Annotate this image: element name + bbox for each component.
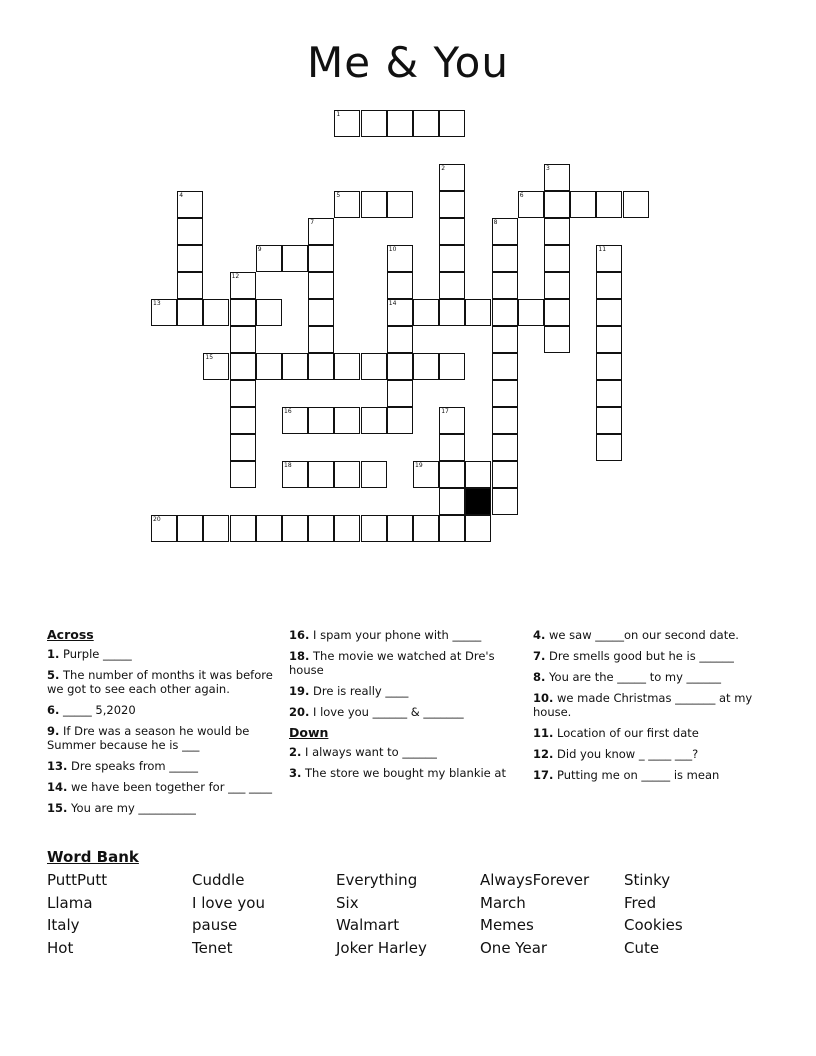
- word-bank-word: Walmart: [336, 916, 400, 934]
- word-bank-column: [47, 869, 107, 959]
- word-bank-column: [480, 869, 589, 959]
- clue-number: 17.: [533, 768, 554, 782]
- clue-number: 20: [153, 516, 161, 523]
- crossword-cell[interactable]: [492, 407, 518, 434]
- word-bank-word: Hot: [47, 938, 74, 957]
- clue-number: 19.: [289, 684, 310, 698]
- crossword-cell[interactable]: [518, 299, 544, 326]
- word-bank-word: One Year: [480, 938, 548, 957]
- crossword-cell[interactable]: [177, 299, 203, 326]
- crossword-cell[interactable]: [256, 299, 282, 326]
- word-bank-word: Joker Harley: [336, 938, 427, 957]
- crossword-cell[interactable]: [413, 110, 439, 137]
- clue-number: 7: [310, 219, 315, 226]
- crossword-cell[interactable]: [308, 461, 334, 488]
- clue-number: 4.: [533, 628, 546, 642]
- clue-text: Purple _____: [63, 647, 132, 661]
- clue-number: 11.: [533, 726, 554, 740]
- crossword-cell[interactable]: [308, 353, 334, 380]
- crossword-cell[interactable]: [492, 353, 518, 380]
- clue-text: Dre speaks from _____: [71, 759, 198, 773]
- crossword-cell[interactable]: [308, 245, 334, 272]
- across-heading: Across: [47, 627, 94, 642]
- crossword-cell[interactable]: [387, 380, 413, 407]
- crossword-cell[interactable]: [230, 380, 256, 407]
- clue-text: I spam your phone with _____: [313, 628, 482, 642]
- crossword-cell[interactable]: [387, 245, 413, 272]
- crossword-cell[interactable]: [361, 191, 387, 218]
- crossword-cell[interactable]: [361, 407, 387, 434]
- clue-text: You are the _____ to my ______: [549, 670, 722, 684]
- word-bank-column: [192, 869, 265, 959]
- down-clue: [533, 649, 771, 663]
- across-clue: [47, 759, 285, 773]
- crossword-cell[interactable]: [361, 353, 387, 380]
- crossword-cell[interactable]: [230, 434, 256, 461]
- down-clue: [533, 691, 771, 719]
- across-clue: [47, 668, 285, 696]
- crossword-cell[interactable]: [282, 245, 308, 272]
- down-clue: [533, 670, 771, 684]
- crossword-cell[interactable]: [439, 164, 465, 191]
- crossword-cell[interactable]: [256, 245, 282, 272]
- clue-number: 6: [519, 192, 524, 199]
- crossword-cell[interactable]: [492, 461, 518, 488]
- word-bank-column: [336, 869, 427, 959]
- word-bank-word: March: [480, 893, 526, 912]
- clue-text: I always want to ______: [305, 745, 437, 759]
- crossword-cell[interactable]: [596, 326, 622, 353]
- crossword-cell[interactable]: [439, 218, 465, 245]
- clue-number: 14: [388, 300, 397, 307]
- clue-text: Dre is really ____: [313, 684, 409, 698]
- crossword-cell[interactable]: [387, 515, 413, 542]
- clue-text: The number of months it was before we got to see each other again.: [47, 668, 273, 696]
- crossword-cell[interactable]: [492, 245, 518, 272]
- crossword-cell[interactable]: [465, 461, 491, 488]
- crossword-cell[interactable]: [230, 272, 256, 299]
- clue-number: 8: [493, 219, 498, 226]
- word-bank-word: Stinky: [624, 871, 671, 889]
- crossword-cell[interactable]: [308, 515, 334, 542]
- crossword-cell[interactable]: [544, 299, 570, 326]
- clue-text: we made Christmas _______ at my house.: [533, 691, 753, 719]
- across-clue: [289, 649, 527, 677]
- crossword-cell[interactable]: [177, 218, 203, 245]
- clues-column-3: [533, 628, 771, 789]
- crossword-cell[interactable]: [596, 299, 622, 326]
- clue-number: 4: [179, 192, 184, 199]
- down-clue: [533, 726, 771, 740]
- crossword-cell[interactable]: [413, 299, 439, 326]
- crossword-cell[interactable]: [465, 299, 491, 326]
- crossword-cell[interactable]: [334, 110, 360, 137]
- clue-number: 3: [546, 165, 550, 172]
- clue-number: 16: [284, 408, 292, 415]
- crossword-cell[interactable]: [492, 380, 518, 407]
- clue-number: 7.: [533, 649, 546, 663]
- clue-number: 9: [257, 246, 262, 253]
- crossword-cell[interactable]: [570, 191, 596, 218]
- crossword-cell[interactable]: [230, 407, 256, 434]
- crossword-cell[interactable]: [177, 272, 203, 299]
- clue-number: 5.: [47, 668, 60, 682]
- crossword-cell[interactable]: [256, 515, 282, 542]
- clue-text: Did you know _ ____ ___?: [557, 747, 699, 761]
- crossword-cell[interactable]: [439, 434, 465, 461]
- across-clue: [289, 628, 527, 642]
- word-bank-word: Llama: [47, 893, 93, 912]
- crossword-cell[interactable]: [203, 353, 229, 380]
- clue-text: we saw _____on our second date.: [549, 628, 739, 642]
- crossword-cell[interactable]: [282, 515, 308, 542]
- crossword-cell[interactable]: [544, 218, 570, 245]
- crossword-cell[interactable]: [177, 245, 203, 272]
- crossword-cell[interactable]: [308, 272, 334, 299]
- clue-number: 11: [598, 246, 607, 253]
- clue-number: 16.: [289, 628, 310, 642]
- down-clue: [533, 768, 771, 782]
- crossword-cell[interactable]: [151, 515, 177, 542]
- clue-text: The movie we watched at Dre's house: [289, 649, 495, 677]
- crossword-cell[interactable]: [439, 353, 465, 380]
- across-clue: [47, 724, 285, 752]
- across-clue: [47, 703, 285, 717]
- word-bank-word: pause: [192, 916, 238, 934]
- clue-number: 9.: [47, 724, 60, 738]
- crossword-cell[interactable]: [596, 272, 622, 299]
- crossword-cell[interactable]: [439, 110, 465, 137]
- clue-text: If Dre was a season he would be Summer because he is ___: [47, 724, 250, 752]
- crossword-cell[interactable]: [596, 407, 622, 434]
- crossword-cell[interactable]: [492, 434, 518, 461]
- crossword-cell[interactable]: [596, 245, 622, 272]
- crossword-cell[interactable]: [361, 461, 387, 488]
- crossword-cell[interactable]: [492, 218, 518, 245]
- clue-number: 15: [205, 354, 214, 361]
- clue-number: 15.: [47, 801, 68, 815]
- word-bank-word: Italy: [47, 916, 80, 934]
- down-clue: [289, 766, 527, 780]
- clue-text: The store we bought my blankie at: [305, 766, 506, 780]
- clues-column-1: [47, 628, 285, 822]
- crossword-cell[interactable]: [282, 461, 308, 488]
- down-clue: [533, 747, 771, 761]
- crossword-grid: [151, 110, 681, 550]
- clue-number: 6.: [47, 703, 60, 717]
- crossword-cell[interactable]: [596, 434, 622, 461]
- crossword-cell[interactable]: [439, 191, 465, 218]
- word-bank-word: AlwaysForever: [480, 871, 590, 889]
- crossword-cell[interactable]: [230, 515, 256, 542]
- crossword-black-cell: [465, 488, 491, 515]
- crossword-cell[interactable]: [439, 488, 465, 515]
- clue-text: Location of our first date: [557, 726, 699, 740]
- clue-number: 12: [231, 273, 240, 280]
- word-bank-word: Cute: [624, 938, 660, 957]
- across-clue: [47, 647, 285, 661]
- clue-text: _____ 5,2020: [63, 703, 136, 717]
- crossword-cell[interactable]: [544, 245, 570, 272]
- clue-number: 2.: [289, 745, 302, 759]
- word-bank-word: Memes: [480, 916, 534, 934]
- crossword-cell[interactable]: [361, 110, 387, 137]
- crossword-cell[interactable]: [387, 299, 413, 326]
- crossword-cell[interactable]: [492, 272, 518, 299]
- crossword-cell[interactable]: [308, 218, 334, 245]
- down-clue: [533, 628, 771, 642]
- across-clue: [289, 684, 527, 698]
- crossword-cell[interactable]: [334, 407, 360, 434]
- crossword-cell[interactable]: [230, 461, 256, 488]
- crossword-cell[interactable]: [387, 110, 413, 137]
- crossword-cell[interactable]: [465, 515, 491, 542]
- word-bank-word: Cuddle: [192, 871, 245, 889]
- crossword-cell[interactable]: [518, 191, 544, 218]
- clue-number: 5: [336, 192, 341, 199]
- clue-number: 10: [388, 246, 397, 253]
- crossword-cell[interactable]: [308, 407, 334, 434]
- word-bank-word: I love you: [192, 893, 265, 912]
- crossword-cell[interactable]: [387, 191, 413, 218]
- crossword-cell[interactable]: [334, 515, 360, 542]
- across-clue: [47, 780, 285, 794]
- crossword-cell[interactable]: [334, 353, 360, 380]
- crossword-cell[interactable]: [387, 353, 413, 380]
- crossword-cell[interactable]: [361, 515, 387, 542]
- crossword-cell[interactable]: [492, 326, 518, 353]
- crossword-cell[interactable]: [387, 407, 413, 434]
- crossword-cell[interactable]: [282, 353, 308, 380]
- crossword-cell[interactable]: [387, 272, 413, 299]
- clue-number: 10.: [533, 691, 554, 705]
- crossword-cell[interactable]: [203, 515, 229, 542]
- word-bank-word: Tenet: [192, 938, 233, 957]
- clue-number: 19: [415, 462, 423, 469]
- clue-number: 14.: [47, 780, 68, 794]
- clue-number: 2: [441, 165, 446, 172]
- clues-column-2: [289, 628, 527, 787]
- crossword-cell[interactable]: [230, 299, 256, 326]
- crossword-cell[interactable]: [387, 326, 413, 353]
- crossword-cell[interactable]: [596, 380, 622, 407]
- clue-number: 20.: [289, 705, 310, 719]
- clue-number: 18: [284, 462, 292, 469]
- crossword-cell[interactable]: [203, 299, 229, 326]
- crossword-cell[interactable]: [439, 272, 465, 299]
- word-bank-word: Everything: [336, 871, 418, 889]
- word-bank-title: Word Bank: [47, 848, 139, 866]
- crossword-cell[interactable]: [544, 164, 570, 191]
- crossword-cell[interactable]: [596, 353, 622, 380]
- crossword-cell[interactable]: [544, 191, 570, 218]
- clue-number: 18.: [289, 649, 310, 663]
- down-heading: Down: [289, 725, 329, 740]
- crossword-cell[interactable]: [439, 245, 465, 272]
- word-bank-word: Six: [336, 893, 359, 912]
- clue-number: 12.: [533, 747, 554, 761]
- clue-number: 13: [153, 300, 161, 307]
- across-clue: [47, 801, 285, 815]
- clue-text: Dre smells good but he is ______: [549, 649, 734, 663]
- crossword-cell[interactable]: [439, 407, 465, 434]
- page-title: Me & You: [307, 38, 509, 87]
- crossword-cell[interactable]: [308, 299, 334, 326]
- clue-number: 13.: [47, 759, 68, 773]
- crossword-cell[interactable]: [439, 515, 465, 542]
- crossword-cell[interactable]: [334, 191, 360, 218]
- clue-text: we have been together for ___ ____: [71, 780, 272, 794]
- crossword-cell[interactable]: [177, 191, 203, 218]
- crossword-cell[interactable]: [256, 353, 282, 380]
- crossword-cell[interactable]: [439, 299, 465, 326]
- word-bank-word: PuttPutt: [47, 871, 108, 889]
- crossword-cell[interactable]: [492, 488, 518, 515]
- crossword-cell[interactable]: [544, 272, 570, 299]
- clue-text: You are my __________: [71, 801, 196, 815]
- clue-number: 1.: [47, 647, 60, 661]
- crossword-cell[interactable]: [177, 515, 203, 542]
- crossword-cell[interactable]: [544, 326, 570, 353]
- clue-text: I love you ______ & _______: [313, 705, 464, 719]
- clue-number: 1: [336, 111, 341, 118]
- crossword-cell[interactable]: [413, 353, 439, 380]
- down-clue: [289, 745, 527, 759]
- clue-number: 8.: [533, 670, 546, 684]
- clue-number: 3.: [289, 766, 302, 780]
- crossword-cell[interactable]: [413, 515, 439, 542]
- word-bank-word: Fred: [624, 893, 657, 912]
- crossword-cell[interactable]: [230, 353, 256, 380]
- crossword-cell[interactable]: [596, 191, 622, 218]
- word-bank-column: [624, 869, 683, 959]
- crossword-cell[interactable]: [334, 461, 360, 488]
- crossword-cell[interactable]: [230, 326, 256, 353]
- across-clue: [289, 705, 527, 719]
- word-bank-word: Cookies: [624, 916, 683, 934]
- crossword-cell[interactable]: [151, 299, 177, 326]
- clue-text: Putting me on _____ is mean: [557, 768, 720, 782]
- crossword-cell[interactable]: [282, 407, 308, 434]
- crossword-cell[interactable]: [492, 299, 518, 326]
- clue-number: 17: [441, 408, 449, 415]
- crossword-cell[interactable]: [439, 461, 465, 488]
- crossword-cell[interactable]: [623, 191, 649, 218]
- crossword-cell[interactable]: [413, 461, 439, 488]
- crossword-cell[interactable]: [308, 326, 334, 353]
